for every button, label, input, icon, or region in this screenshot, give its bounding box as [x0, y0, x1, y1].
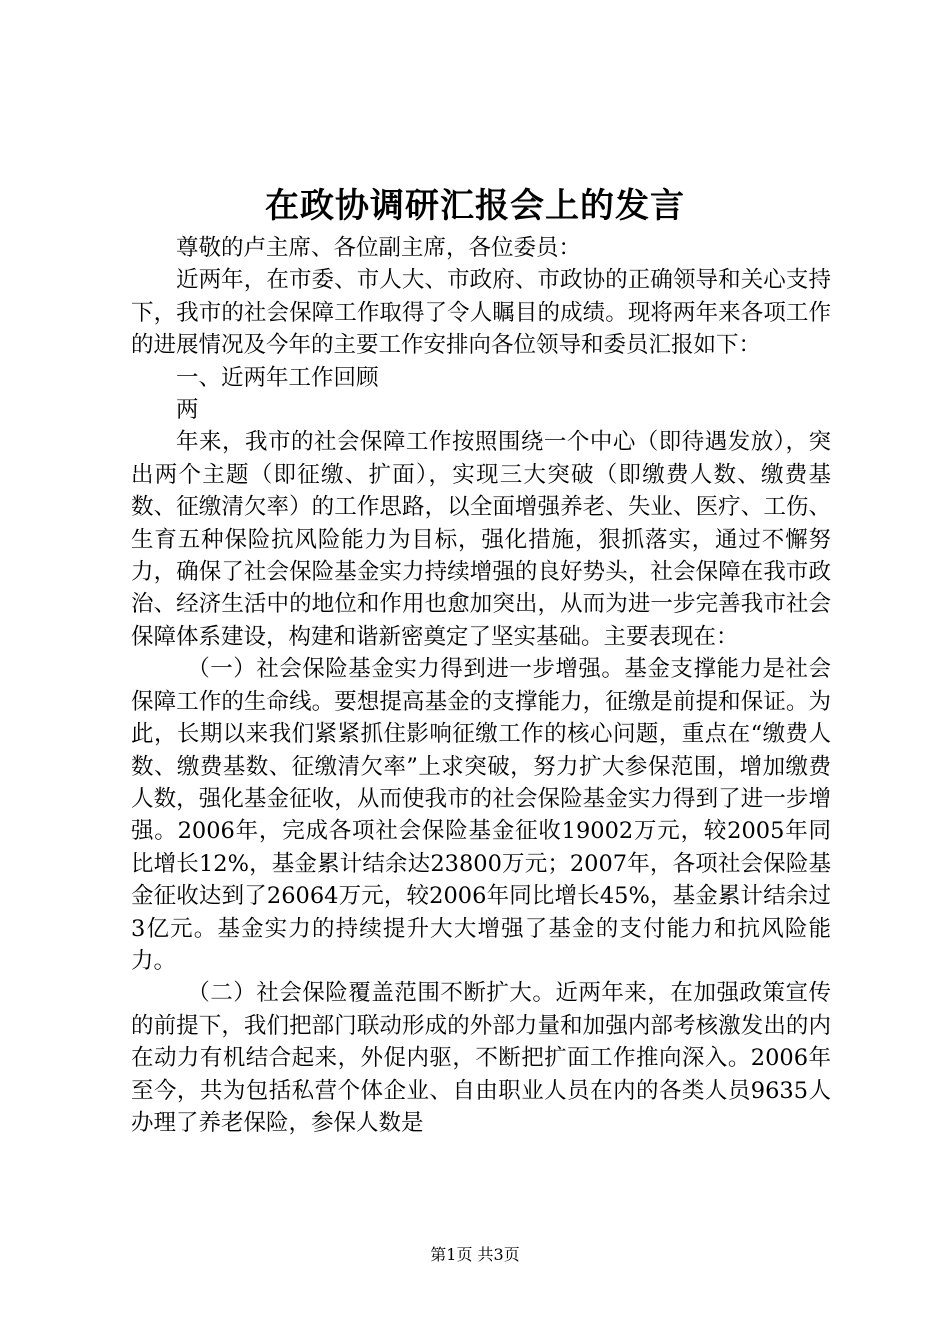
point-two-paragraph: （二）社会保险覆盖范围不断扩大。近两年来，在加强政策宣传的前提下，我们把部门联动形成的外部力量和加强内部考核激发出的内在动力有机结合起来，外促内驱，不断把扩面工作推向深入。2006年至今，共为包括私营个体企业、自由职业人员在内的各类人员9635人办理了养老保险，参保人数是 — [131, 980, 831, 1136]
document-body — [131, 232, 831, 1139]
intro-paragraph: 近两年，在市委、市人大、市政府、市政协的正确领导和关心支持下，我市的社会保障工作取得了令人瞩目的成绩。现将两年来各项工作的进展情况及今年的主要工作安排向各位领导和委员汇报如下： — [131, 267, 831, 359]
section-heading: 一、近两年工作回顾 — [176, 364, 379, 391]
review-paragraph: 年来，我市的社会保障工作按照围绕一个中心（即待遇发放），突出两个主题（即征缴、扩面），实现三大突破（即缴费人数、缴费基数、征缴清欠率）的工作思路，以全面增强养老、失业、医疗、工伤、生育五种保险抗风险能力为目标，强化措施，狠抓落实，通过不懈努力，确保了社会保险基金实力持续增强的良好势头，社会保障在我市政治、经济生活中的地位和作用也愈加突出，从而为进一步完善我市社会保障体系建设，构建和谐新密奠定了坚实基础。主要表现在： — [131, 429, 831, 650]
fragment-line: 两 — [176, 397, 199, 424]
page-number-footer: 第1页 共3页 — [430, 1245, 520, 1264]
point-one-paragraph: （一）社会保险基金实力得到进一步增强。基金支撑能力是社会保障工作的生命线。要想提高基金的支撑能力，征缴是前提和保证。为此，长期以来我们紧紧抓住影响征缴工作的核心问题，重点在“缴费人数、缴费基数、征缴清欠率”上求突破，努力扩大参保范围，增加缴费人数，强化基金征收，从而使我市的社会保险基金实力得到了进一步增强。2006年，完成各项社会保险基金征收19002万元，较2005年同比增长12%，基金累计结余达23800万元；2007年，各项社会保险基金征收达到了26064万元，较2006年同比增长45%，基金累计结余过3亿元。基金实力的持续提升大大增强了基金的支付能力和抗风险能力。 — [131, 656, 831, 974]
document-title: 在政协调研汇报会上的发言 — [265, 186, 685, 226]
greeting-paragraph: 尊敬的卢主席、各位副主席，各位委员： — [176, 235, 582, 261]
